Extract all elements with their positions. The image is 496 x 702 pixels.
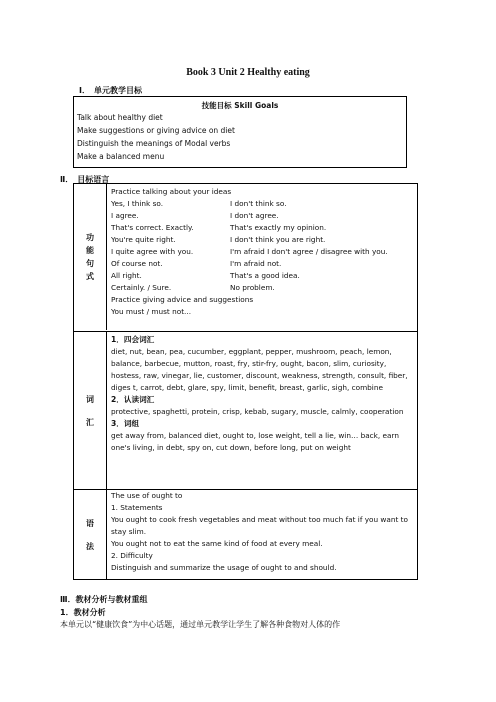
row-header-char: 能 [86, 246, 94, 255]
phrase-disagree: That's a good idea. [230, 271, 300, 280]
vocab-active-words: diet, nut, bean, pea, cucumber, eggplant, pepper, mushroom, peach, lemon, balance, barbecue, mutton, roast, fry, stir-fry, ought, bacon, slim, curiosity, hostess, raw, vinegar, lie, customer, discount, weakness, strength, consult, fiber, diges t, carrot, debt, glare, spy, limit, benefit, breast, garlic, sigh, combine [111, 347, 408, 392]
skill-goal-item: Make a balanced menu [77, 152, 165, 161]
functions-intro: Practice talking about your ideas [111, 187, 232, 196]
subsection-heading-analysis: 1．教材分析 [60, 608, 106, 617]
phrase-agree: Certainly. / Sure. [111, 283, 172, 292]
phrase-agree: Of course not. [111, 259, 163, 268]
row-header-char: 汇 [86, 417, 94, 427]
row-header-char: 式 [86, 272, 94, 281]
phrase-pair [111, 258, 415, 270]
phrase-disagree: I'm afraid I don't agree / disagree with you. [230, 247, 388, 256]
phrase-pair [111, 210, 415, 222]
row-header-functions [74, 184, 106, 330]
functions-content [111, 186, 415, 318]
section-heading-goals: Ⅰ． 单元教学目标 [79, 86, 142, 95]
phrase-pair [111, 222, 415, 234]
row-header-char: 功 [86, 233, 94, 242]
grammar-line: 1. Statements [111, 503, 163, 512]
vocab-heading-active: 1．四会词汇 [111, 335, 155, 344]
section-heading-analysis: Ⅲ．教材分析与教材重组 [60, 595, 148, 604]
vocab-passive-words: protective, spaghetti, protein, crisp, kebab, sugary, muscle, calmly, cooperation [111, 407, 404, 416]
phrase-pair [111, 198, 415, 210]
phrase-pair [111, 282, 415, 294]
phrase-pair [111, 246, 415, 258]
phrase-agree: I quite agree with you. [111, 247, 194, 256]
skill-goal-item: Distinguish the meanings of Modal verbs [77, 139, 231, 148]
phrase-agree: That's correct. Exactly. [111, 223, 194, 232]
target-language-table [73, 183, 418, 580]
grammar-line: You ought to cook fresh vegetables and meat without too much fat if you want to stay slim. [111, 515, 409, 536]
phrase-agree: You're quite right. [111, 235, 176, 244]
document-title: Book 3 Unit 2 Healthy eating [186, 67, 310, 78]
row-header-vocabulary [74, 332, 106, 489]
grammar-line: 2. Difficulty [111, 551, 153, 560]
row-header-grammar [74, 490, 106, 580]
phrase-pair [111, 270, 415, 282]
vocab-heading-phrases: 3．词组 [111, 419, 140, 428]
phrase-agree: Yes, I think so. [111, 199, 164, 208]
phrase-agree: All right. [111, 271, 142, 280]
skill-goal-item: Make suggestions or giving advice on diet [77, 126, 235, 135]
skill-goals-box [73, 96, 407, 168]
functions-last-line: You must / must not... [111, 307, 192, 316]
vocab-phrases: get away from, balanced diet, ought to, lose weight, tell a lie, win… back, earn one's living, in debt, spy on, cut down, before long, put on weight [111, 431, 400, 452]
skill-goals-header: 技能目标 Skill Goals [201, 101, 279, 110]
phrase-disagree: No problem. [230, 283, 275, 292]
phrase-pair [111, 234, 415, 246]
skill-goal-item: Talk about healthy diet [77, 113, 163, 122]
functions-subtitle: Practice giving advice and suggestions [111, 295, 254, 304]
phrase-agree: I agree. [111, 211, 139, 220]
row-header-char: 句 [86, 259, 94, 268]
grammar-line: You ought not to eat the same kind of food at every meal. [111, 539, 323, 548]
table-row-functions [74, 184, 417, 330]
row-header-char: 语 [86, 519, 94, 528]
phrase-disagree: I don't think so. [230, 199, 287, 208]
phrase-disagree: I'm afraid not. [230, 259, 282, 268]
phrase-disagree: I don't think you are right. [230, 235, 326, 244]
row-header-char: 词 [86, 394, 94, 404]
table-row-vocabulary [74, 331, 417, 489]
vocabulary-content [111, 334, 415, 454]
grammar-line: The use of ought to [111, 491, 183, 500]
phrase-disagree: I don't agree. [230, 211, 279, 220]
section-heading-target-language: Ⅱ． 目标语言 [60, 175, 110, 184]
analysis-paragraph: 本单元以“健康饮食”为中心话题，通过单元教学让学生了解各种食物对人体的作 [60, 620, 341, 629]
vocab-heading-passive: 2．认读词汇 [111, 395, 155, 404]
phrase-disagree: That's exactly my opinion. [230, 223, 327, 232]
grammar-line: Distinguish and summarize the usage of ought to and should. [111, 563, 337, 572]
table-row-grammar [74, 489, 417, 580]
row-header-char: 法 [86, 542, 94, 551]
grammar-content [111, 490, 415, 574]
